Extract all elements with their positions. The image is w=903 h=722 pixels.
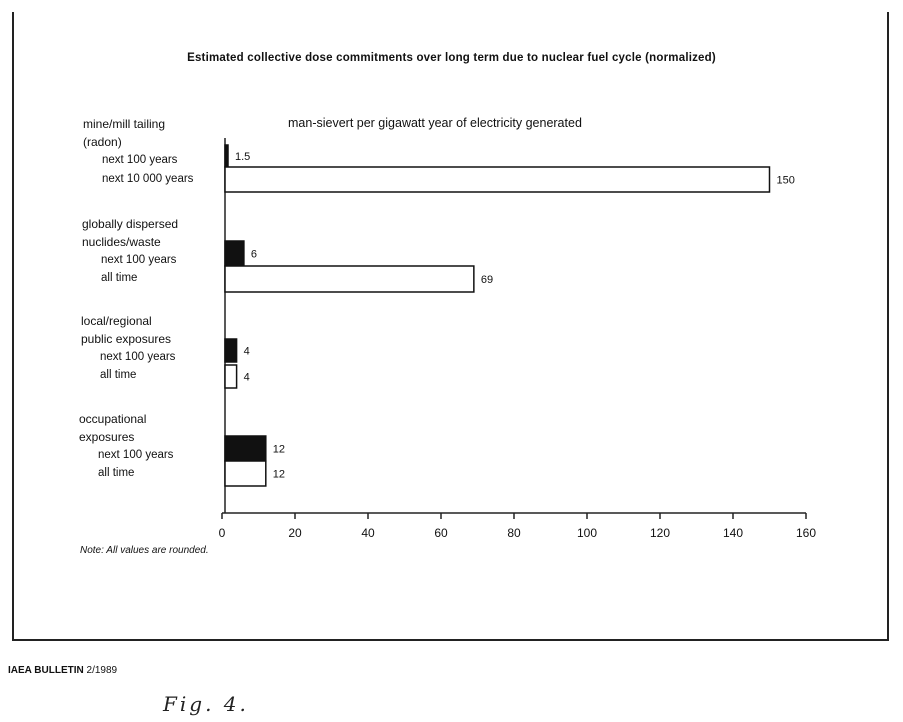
bar-label-occ-all: all time [98, 467, 135, 479]
x-tick-label: 60 [434, 526, 448, 540]
bar-value-label: 1.5 [235, 151, 251, 163]
bar-value-label: 69 [480, 274, 494, 286]
group-label-local-line2: public exposures [81, 332, 172, 346]
bar-value-label: 4 [243, 345, 250, 358]
x-tick-label: 0 [218, 526, 226, 540]
x-tick-label: 20 [288, 526, 302, 540]
x-tick-label: 100 [576, 526, 598, 540]
x-tick-label: 140 [722, 526, 744, 540]
x-tick-label: 40 [361, 526, 375, 540]
note-text: Note: All values are rounded. [80, 545, 209, 556]
handwritten-figure-label: Fig. 4. [163, 692, 249, 716]
bar-1-0 [225, 241, 244, 266]
bar-value-label: 150 [776, 174, 795, 187]
bar-label-mine-100: next 100 years [102, 154, 178, 166]
bar-0-1 [225, 167, 770, 192]
source-footer [8, 665, 117, 676]
bar-label-mine-10000: next 10 000 years [102, 173, 194, 185]
bar-value-label: 12 [272, 468, 286, 481]
group-label-occ-line1: occupational [79, 412, 147, 426]
group-label-mine-line2: (radon) [83, 135, 122, 149]
source-name: IAEA BULLETIN [8, 665, 84, 676]
bar-0-0 [225, 145, 228, 167]
bar-label-occ-100: next 100 years [98, 449, 174, 461]
bar-2-0 [225, 339, 237, 362]
bar-1-1 [225, 266, 474, 292]
bar-3-0 [225, 436, 266, 461]
chart-title: Estimated collective dose commitments over long term due to nuclear fuel cycle (normalized) [187, 52, 716, 64]
bar-value-label: 4 [243, 371, 250, 384]
x-tick-label: 120 [649, 526, 671, 540]
bar-3-1 [225, 461, 266, 486]
x-tick-label: 80 [507, 526, 521, 540]
group-label-mine-line1: mine/mill tailing [83, 117, 166, 131]
bar-label-local-100: next 100 years [100, 351, 176, 363]
group-label-local-line1: local/regional [81, 314, 152, 328]
source-issue: 2/1989 [86, 665, 118, 676]
group-label-occ-line2: exposures [79, 430, 135, 444]
bar-label-local-all: all time [100, 369, 137, 381]
group-label-global-line2: nuclides/waste [82, 235, 161, 249]
bar-label-global-all: all time [101, 272, 138, 284]
bar-value-label: 6 [250, 248, 258, 261]
bar-2-1 [225, 365, 237, 388]
group-label-global-line1: globally dispersed [82, 217, 179, 231]
chart-subtitle: man-sievert per gigawatt year of electricity generated [288, 116, 582, 130]
bar-value-label: 12 [272, 443, 286, 456]
bar-label-global-100: next 100 years [101, 254, 177, 266]
x-tick-label: 160 [795, 526, 817, 540]
